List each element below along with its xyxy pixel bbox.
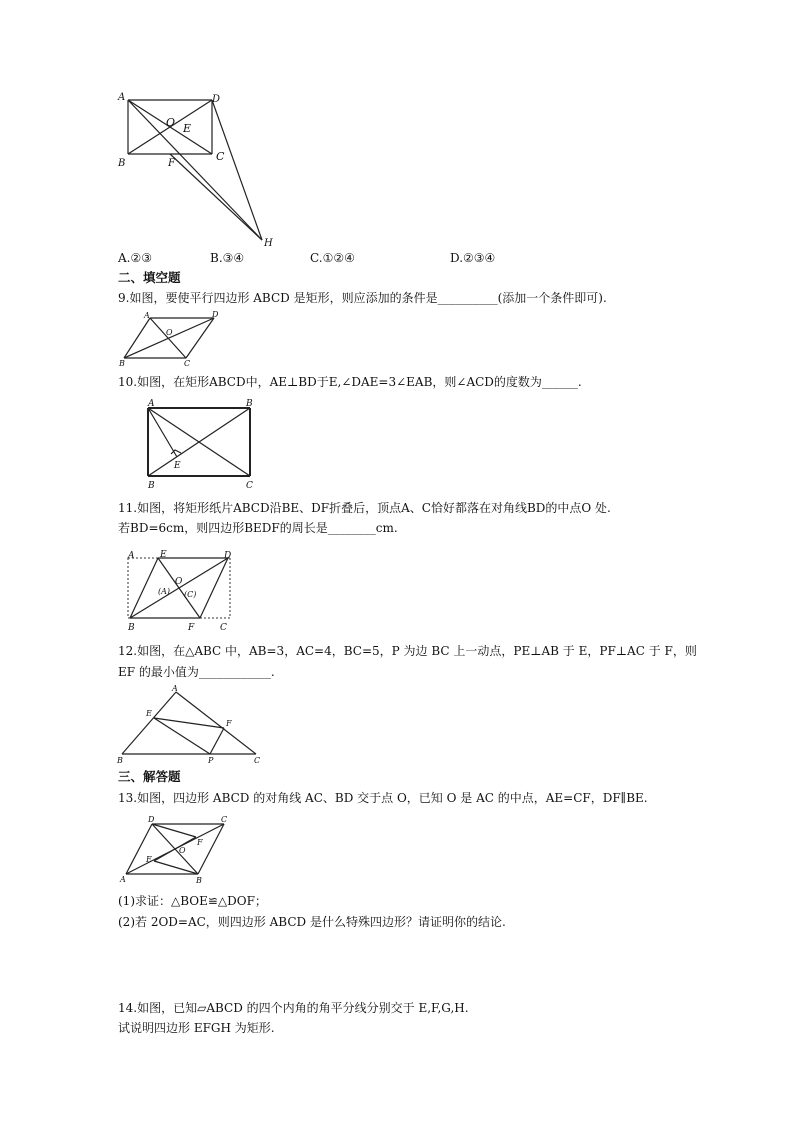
label-O: O xyxy=(166,116,176,129)
label-C: C xyxy=(220,623,227,633)
label-E: E xyxy=(174,461,181,471)
option-d: D.②③④ xyxy=(450,251,496,265)
q12-line2: EF 的最小值为____________. xyxy=(118,665,275,679)
option-c: C.①②④ xyxy=(310,251,355,265)
option-b: B.③④ xyxy=(210,251,245,265)
label-A: A xyxy=(148,399,155,409)
label-P: P xyxy=(208,756,214,765)
label-E: E xyxy=(183,122,192,135)
label-C: C xyxy=(216,150,225,163)
label-F: F xyxy=(197,838,203,847)
section-heading-answer: 三、解答题 xyxy=(118,769,181,784)
label-folded-A: (A) xyxy=(158,587,171,596)
q13-part2: (2)若 2OD=AC，则四边形 ABCD 是什么特殊四边形？请证明你的结论. xyxy=(118,915,506,929)
label-A: A xyxy=(172,684,178,693)
section-heading-fill: 二、填空题 xyxy=(118,270,181,285)
q11-line1: 11.如图，将矩形纸片ABCD沿BE、DF折叠后，顶点A、C恰好都落在对角线BD的中点O 处. xyxy=(118,501,611,515)
q13-text: 13.如图，四边形 ABCD 的对角线 AC、BD 交于点 O，已知 O 是 AC 的中点，AE=CF，DF∥BE. xyxy=(118,791,648,805)
figure-q9 xyxy=(116,310,226,370)
figure-q12 xyxy=(114,684,264,766)
label-B: B xyxy=(246,399,253,409)
label-B-bottom: B xyxy=(148,481,155,491)
q14-line2: 试说明四边形 EFGH 为矩形. xyxy=(118,1021,275,1035)
figure-q13 xyxy=(118,810,238,886)
label-C: C xyxy=(254,756,261,765)
label-E: E xyxy=(160,550,167,560)
label-D: D xyxy=(224,551,232,561)
q12-line1: 12.如图，在△ABC 中，AB=3，AC=4，BC=5，P 为边 BC 上一动点，PE⊥AB 于 E，PF⊥AC 于 F，则 xyxy=(118,644,697,658)
figure-q10 xyxy=(140,396,265,491)
label-D: D xyxy=(148,815,155,824)
figure-q8 xyxy=(110,88,290,258)
label-O: O xyxy=(175,577,183,587)
figure-q11 xyxy=(120,548,240,632)
label-O: O xyxy=(179,846,186,855)
q13-part1: (1)求证：△BOE≌△DOF； xyxy=(118,894,267,908)
label-C: C xyxy=(246,481,253,491)
label-D: D xyxy=(212,310,219,319)
label-A: A xyxy=(128,551,135,561)
label-B: B xyxy=(117,756,123,765)
label-F: F xyxy=(188,623,195,633)
label-A: A xyxy=(118,92,126,103)
label-D: D xyxy=(212,94,221,105)
option-a: A.②③ xyxy=(118,251,152,265)
q11-line2: 若BD=6cm，则四边形BEDF的周长是________cm. xyxy=(118,521,398,535)
q14-line1: 14.如图，已知▱ABCD 的四个内角的角平分线分别交于 E,F,G,H. xyxy=(118,1001,469,1015)
label-H: H xyxy=(264,238,273,249)
label-F: F xyxy=(168,158,175,169)
label-folded-C: (C) xyxy=(184,590,197,599)
q9-text: 9.如图，要使平行四边形 ABCD 是矩形，则应添加的条件是__________(添加一个条件即可). xyxy=(118,291,607,305)
label-C: C xyxy=(221,815,228,824)
label-F: F xyxy=(226,719,232,728)
label-B: B xyxy=(128,623,135,633)
label-B: B xyxy=(118,158,126,169)
label-E: E xyxy=(146,709,152,718)
label-E: E xyxy=(146,855,152,864)
label-B: B xyxy=(196,876,202,885)
label-A: A xyxy=(120,875,126,884)
label-B: B xyxy=(119,359,125,368)
label-O: O xyxy=(166,328,173,337)
q10-text: 10.如图，在矩形ABCD中，AE⊥BD于E,∠DAE=3∠EAB，则∠ACD的度数为______. xyxy=(118,375,582,389)
label-C: C xyxy=(184,359,191,368)
label-A: A xyxy=(144,311,150,320)
